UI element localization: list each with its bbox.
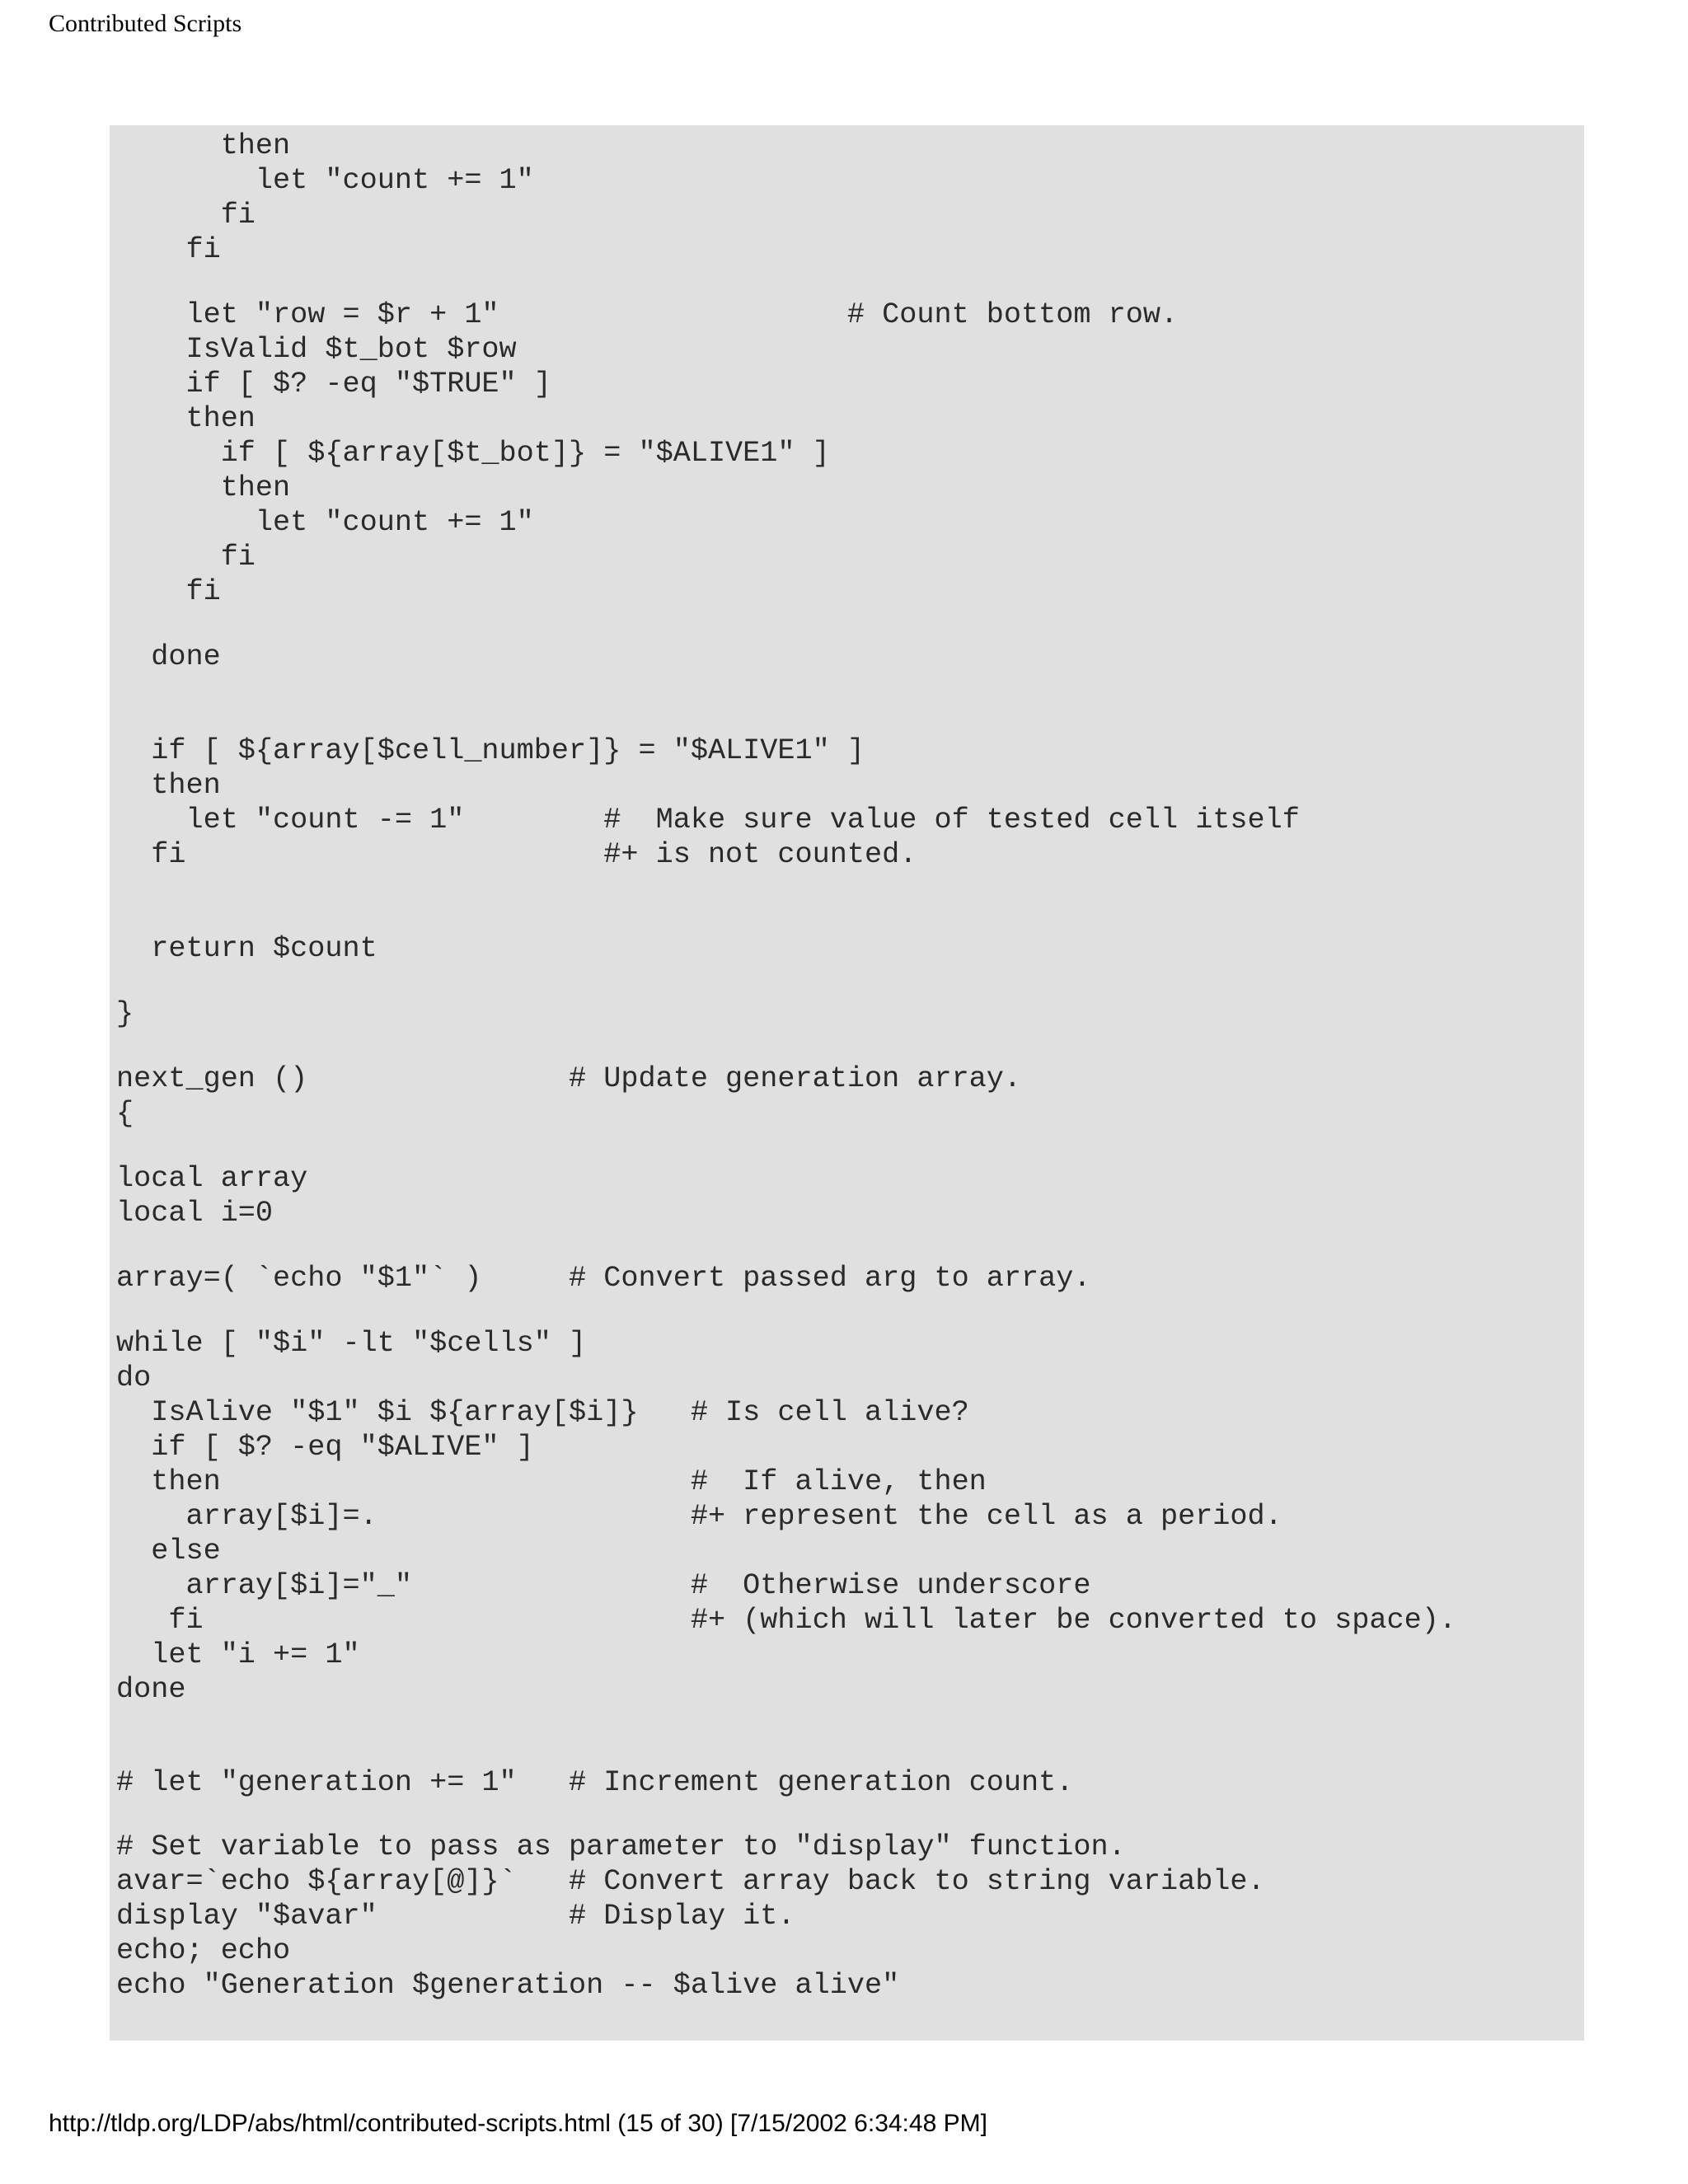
code-line: then — [116, 129, 291, 162]
code-line: avar=`echo ${array[@]}` # Convert array back to string variable. — [116, 1865, 1265, 1898]
code-line: display "$avar" # Display it. — [116, 1900, 795, 1933]
code-line: next_gen () # Update generation array. — [116, 1062, 1022, 1095]
code-line: fi #+ (which will later be converted to space). — [116, 1604, 1456, 1637]
code-line: let "i += 1" — [116, 1638, 360, 1671]
code-line: { — [116, 1097, 134, 1130]
code-line: then — [116, 402, 256, 435]
code-line: else — [116, 1535, 221, 1568]
page-footer-url: http://tldp.org/LDP/abs/html/contributed-scripts.html (15 of 30) [7/15/2002 6:34:48 PM] — [49, 2110, 987, 2137]
code-line: IsAlive "$1" $i ${array[$i]} # Is cell alive? — [116, 1396, 969, 1429]
code-line: let "count -= 1" # Make sure value of tested cell itself — [116, 804, 1300, 837]
code-line: local i=0 — [116, 1197, 274, 1230]
code-line: array[$i]="_" # Otherwise underscore — [116, 1569, 1091, 1602]
code-line: then — [116, 471, 291, 504]
code-line: if [ ${array[$cell_number]} = "$ALIVE1" ] — [116, 734, 865, 767]
code-line: } — [116, 997, 134, 1030]
code-line: array[$i]=. #+ represent the cell as a period. — [116, 1500, 1282, 1533]
code-line: IsValid $t_bot $row — [116, 333, 517, 366]
code-line: do — [116, 1361, 152, 1394]
code-line: if [ $? -eq "$TRUE" ] — [116, 368, 551, 401]
page-header-title: Contributed Scripts — [49, 10, 242, 37]
code-line: fi #+ is not counted. — [116, 838, 917, 871]
code-line: let "row = $r + 1" # Count bottom row. — [116, 298, 1179, 331]
code-line: let "count += 1" — [116, 506, 534, 539]
code-line: done — [116, 640, 221, 673]
code-line: fi — [116, 575, 221, 608]
code-line: # Set variable to pass as parameter to "display" function. — [116, 1830, 1126, 1863]
code-line: done — [116, 1673, 186, 1706]
code-line: return $count — [116, 932, 377, 965]
code-line: then # If alive, then — [116, 1465, 987, 1498]
code-line: fi — [116, 541, 256, 574]
code-line: if [ $? -eq "$ALIVE" ] — [116, 1431, 534, 1464]
code-line: fi — [116, 233, 221, 266]
code-line: while [ "$i" -lt "$cells" ] — [116, 1327, 587, 1360]
code-line: # let "generation += 1" # Increment generation count. — [116, 1766, 1074, 1799]
code-line: let "count += 1" — [116, 164, 534, 197]
code-line: echo "Generation $generation -- $alive alive" — [116, 1969, 900, 2002]
code-listing — [110, 125, 1584, 2041]
code-line: echo; echo — [116, 1934, 291, 1967]
code-line: array=( `echo "$1"` ) # Convert passed arg to array. — [116, 1262, 1091, 1295]
code-line: then — [116, 769, 221, 802]
code-line: fi — [116, 199, 256, 232]
code-line: local array — [116, 1162, 308, 1195]
code-line: if [ ${array[$t_bot]} = "$ALIVE1" ] — [116, 437, 830, 470]
